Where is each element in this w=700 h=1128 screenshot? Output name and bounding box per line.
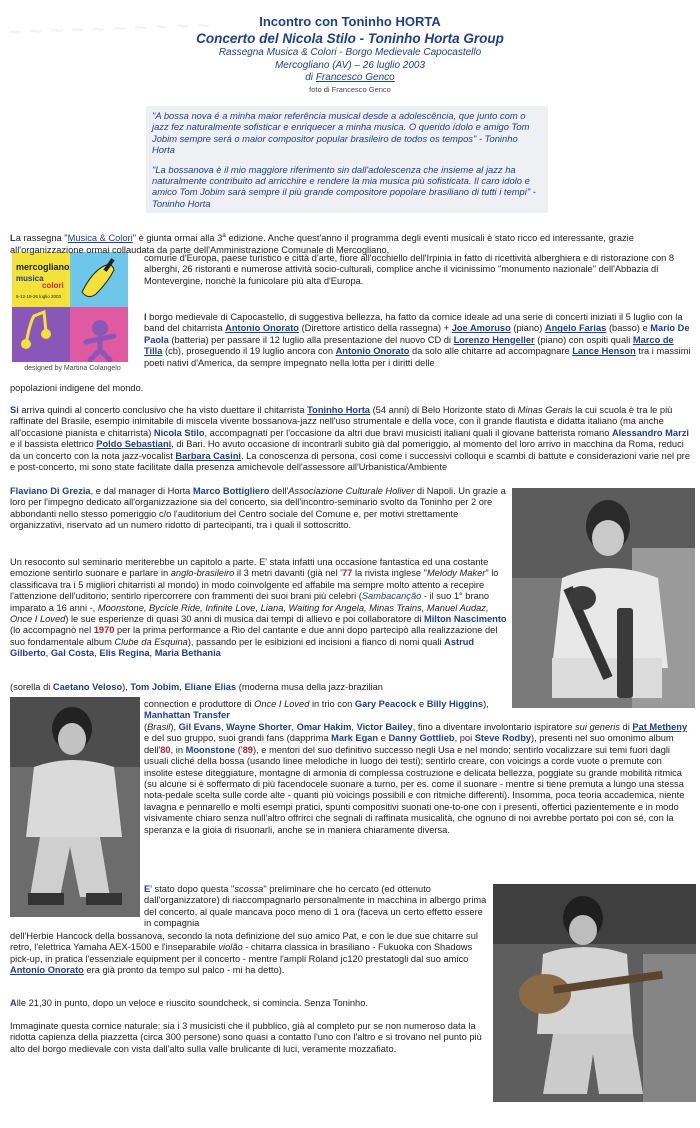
name: Victor Bailey <box>356 722 413 732</box>
paragraph-2: I borgo medievale di Capocastello, di suggestiva bellezza, ha fatto da cornice ideale ad una serie di concerti iniziati il 5 luglio con la band del chitarrista Antonio Onorato (Direttore artistico della rassegna) + Joe Amoruso (piano) Angelo Farias (basso) e Mario De Paola (batteria) per passare il 12 luglio alla presentazione del nuovo CD di Lorenzo Hengeller (piano) con ospiti quali Marco de Tilla (cb), proseguendo il 19 luglio ancora con Antonio Onorato da solo alle chitarre ad accompagnare Lance Henson tra i massimi poeti nativi d'America, da sempre impegnato nella lotta per i diritti delle <box>144 312 691 368</box>
name: Gil Evans <box>178 722 221 732</box>
name: Moonstone <box>185 744 236 755</box>
paragraph-1-intro: La rassegna "Musica & Colori" è giunta ormai alla 3$^a$ edizione. Anche quest'anno il programma degli eventi musicali è stato ricco ed interessante, grazie all'organizzazione ormai collaudata da parte dell'Amministrazione Comunale di Mercogliano, <box>10 232 634 255</box>
name-link[interactable]: Antonio Onorato <box>10 965 84 976</box>
name: Maria Bethania <box>154 648 221 659</box>
name: Gal Costa <box>50 648 95 659</box>
paragraph-4-line: (sorella di Caetano Veloso), Tom Jobim, Eliane Elias (moderna musa della jazz-brazilian <box>10 682 383 692</box>
name: Astrud Gilberto <box>10 636 475 659</box>
name-link[interactable]: Antonio Onorato <box>335 346 410 357</box>
paragraph-6: Alle 21,30 in punto, dopo un veloce e riuscito soundcheck, si comincia. Senza Toninho. <box>10 998 368 1008</box>
name: Elis Regina <box>99 648 150 659</box>
paragraph-2-tail: popolazioni indigene del mondo. <box>10 383 144 393</box>
paragraph-1-body: comune d'Europa, paese turistico e città d'arte, fiore all'occhiello dell'Irpinia in fatto di ricettività alberghiera e di ristorazione con 8 alberghi, 26 ristoranti e numerose attività socio-culturali, complice anche il vicinissimo "monumento nazionale" dell'Abbazia di Montevergine, nonchè la funicolare più alta d'Europa. <box>144 253 675 286</box>
name: Mark Egan <box>331 733 379 744</box>
name: Danny Gottlieb <box>388 733 455 744</box>
name-link[interactable]: Pat Metheny <box>632 722 688 732</box>
name: Nicola Stilo <box>153 427 205 438</box>
paragraph-4: Un resoconto sul seminario meriterebbe un capitolo a parte. E' stata infatti una occasione fantastica ed una costante emozione sentirlo suonare e parlare in anglo-brasileiro il 3 metri davanti (già nel '77 la rivista inglese "Melody Maker" lo classificava tra i 5 migliori chitarristi al mondo) in modo coinvolgente ed affabile ma sempre molto attento a recepire l'attenzione dell'uditorio; sentirlo ripercorrere con frammenti dei suoi brani più celebri (Sambacanção - il suo 1° brano imparato a 16 anni -, Moonstone, Bycicle Ride, Infinite Love, Liana, Waiting for Angela, Minas Trains, Manuel Audaz, Once I Loved) le sue esperienze di quasi 30 anni di musica dai tempi di allievo e poi collaboratore di Milton Nascimento (lo accompagnò nel 1970 per la prima performance a Rio del cantante e due anni dopo partecipò alla realizzazione del suo fondamentale album Clube da Esquina), passando per le esibizioni ed incisioni a fianco di nomi quali Astrud Gilberto, Gal Costa, Elis Regina, Maria Bethania <box>10 557 507 659</box>
name: Marco Bottigliero <box>192 486 270 496</box>
author-link[interactable]: Francesco Genco <box>315 72 395 83</box>
name: Eliane Elias <box>184 682 237 692</box>
name: Steve Rodby <box>474 733 532 744</box>
author-line: di Francesco Genco <box>305 72 395 83</box>
name: Milton Nascimento <box>423 614 507 625</box>
paragraph-3: Si arriva quindi al concerto conclusivo che ha visto duettare il chitarrista Toninho Horta (54 anni) di Belo Horizonte stato di Minas Gerais la cui scuola è tra le più raffinate del Brasile, esempio inimitabile di miscela vivente bossanova-jazz nell'uso strumentale e della voce, con il grande flautista e didatta italiano (ma anche all'occasione pianista e chitarrista) Nicola Stilo, accompagnati per l'occasione da altri due bravi musicisti italiani quali il giovane batterista romano Alessandro Marzi e il bassista elettrico Poldo Sebastiani, di Bari. Ho avuto occasione di incontrarli subito già dal pomeriggio, al momento del loro arrivo in macchina da Roma, reduci da un concerto con la nota jazz-vocalist Barbara Casini. La conoscenza di persona, così come i successivi colloqui e scambi di battute e considerazioni varie nel pre e post-concerto, mi sono state facilitate dalla presenza amichevole dell'assessore all'Urbanistica/Ambiente <box>10 405 691 473</box>
event-date: Mercogliano (AV) – 26 luglio 2003 <box>274 59 426 71</box>
paragraph-4-body: (Brasil), Gil Evans, Wayne Shorter, Omar Hakim, Victor Bailey, fino a diventare involontario ispiratore sui generis di Pat Metheny e del suo gruppo, suoi grandi fans (dapprima Mark Egan e Danny Gottlieb, poi Steve Rodby), presenti nel suo omonimo album dell'80, in Moonstone ('89), e mentori del suo definitivo successo negli Usa e nel mondo; sentirlo vocalizzare sui temi fuori dagli usuali cliché della bossa (usando linee melodiche in luogo dei testi); sentirlo creare, con voicings a corde vuote o premute con insolite estese diteggiature, montagne di armonia di complessa costruzione e delicata bellezza, poggiate su grande mobilità ritmica (su alcune si è soffermato di più facendocele suonare a turno, per es. come il suonare - mentre si tiene premuta a lungo una stessa nota-pedale scelta sulle corde alte - quanti più voicings possibili e con ritmiche differenti). Insomma, poca teoria accademica, niente lavagna e pennarello e molti esempi pratici, spunti compositivi suonati one-to-one con i presenti, offertici pazientemente e in modo visivamente chiaro senza null'altro offrirci che segnali di raffinata musicalità, che ognuno di noi avrebbe portato poi con sé, con la speranza e la gioia di risuonarli, anche se in maniera chiaramente diversa. <box>144 722 688 835</box>
name-link[interactable]: Lance Henson <box>572 346 636 357</box>
name: Flaviano Di Grezia <box>10 486 91 496</box>
photo-credit: foto di Francesco Genco <box>309 84 391 94</box>
name: Manhattan Transfer <box>144 710 230 721</box>
name: Omar Hakim <box>296 722 352 732</box>
paragraph-3-continued: Flaviano Di Grezia, e dal manager di Horta Marco Bottigliero dell'Associazione Culturale Holiver di Napoli. Un grazie a loro per l'impegno dedicato all'organizzazione sia del concerto, sia dell'incontro-seminario svolto da Toninho per 2 ore abbondanti nello stesso pomeriggio c/o l'auditorium del Centro sociale del Comune e, per motivi strettamente organizzativi, riservato ad un numero ridotto di partecipanti, tra i quali il sottoscritto. <box>10 486 506 531</box>
background-texture: ~ ~ ~ ~ ~ ~ ~ ~ ~ ~ <box>7 12 211 45</box>
page-title: Incontro con Toninho HORTA <box>259 14 441 29</box>
name: Mario De Paola <box>144 323 690 345</box>
paragraph-7: Immaginate questa cornice naturale: sia i 3 musicisti che il pubblico, già al completo pur se non numeroso data la ridotta capienza della piazzetta (circa 300 persone) sono quasi a contatto l'uno con l'altro e si trovano nel punto più alto del borgo medievale con vista dall'alto sulla valle brulicante di luci, veramente mozzafiato. <box>10 1021 482 1054</box>
name: Billy Higgins <box>426 699 484 709</box>
page-subtitle: Concerto del Nicola Stilo - Toninho Horta Group <box>196 31 504 46</box>
paragraph-4-continued: connection e produttore di Once I Loved in trio con Gary Peacock e Billy Higgins), Manhattan Transfer <box>144 699 489 721</box>
name: Gary Peacock <box>354 699 417 709</box>
poster-line-3: colori <box>42 281 64 290</box>
name-link[interactable]: Marco de Tilla <box>144 334 674 357</box>
paragraph-5-continued: dell'Herbie Hancock della bossanova, secondo la nota definizione del suo amico Pat, e con le due sue chitarre sul retro, l'elettrica Yamaha AEX-1500 e l'inseparabile violão - chitarra classica in brasiliano - Fukuoka con Shadows pick-up, in pratica l'essenziale equipment per il concerto - mentre l'ampli Roland jc120 prestatogli dal suo amico Antonio Onorato era già pronto da tempo sul palco - mi ha detto). <box>10 931 478 976</box>
poster-caption: designed by Martina Colangelo <box>24 365 121 372</box>
photo-horta-seminar <box>512 488 695 708</box>
name: Tom Jobim <box>130 682 180 692</box>
paragraph-5: E' stato dopo questa "scossa" preliminare che ho cercato (ed ottenuto dall'organizzatore) di riaccompagnarlo personalmente in macchina in albergo prima del concerto, al quale mancava poco meno di 1 ora (faceva un certo effetto essere in compagnia <box>144 884 487 929</box>
quote-box <box>146 106 548 213</box>
name-link[interactable]: Barbara Casini <box>175 450 241 461</box>
name: Alessandro Marzi <box>611 427 689 438</box>
festival-poster-image <box>12 252 128 362</box>
name-link[interactable]: Lorenzo Hengeller <box>453 334 535 345</box>
photo-horta-portrait <box>10 697 140 917</box>
photo-horta-concert <box>493 884 696 1102</box>
poster-line-2: musica <box>16 274 44 283</box>
name-link[interactable]: Angelo Farias <box>544 323 607 334</box>
name-link[interactable]: Joe Amoruso <box>451 323 511 334</box>
name: Wayne Shorter <box>226 722 292 732</box>
poster-dates: 5-12-19-26 luglio 2003 <box>16 294 62 299</box>
musica-colori-link[interactable]: Musica & Colori <box>67 233 133 244</box>
poster-line-1: mercogliano <box>16 262 70 272</box>
event-line: Rassegna Musica & Colori - Borgo Medievale Capocastello <box>218 47 482 58</box>
name-link[interactable]: Toninho Horta <box>307 405 370 415</box>
quote-portuguese: "A bossa nova é a minha maior referência musical desde a adolescência, que junto com o jazz fez naturalmente sofisticar e enriquecer a minha musica. O querido ídolo e amigo Tom Jobim sempre será o maior compositor popular brasileiro de todos os tempos" - Toninho Horta <box>152 110 530 156</box>
quote-italian: "La bossanova è il mio maggiore riferimento sin dall'adolescenza che insieme al jazz ha naturalmente contribuito ad arricchire e rendere la mia musica più sofisticata. Il caro idolo e amico Tom Jobim sarà sempre il più grande compositore popolare brasiliano di tutti i tempi" - Toninho Horta <box>152 163 536 209</box>
name-link[interactable]: Antonio Onorato <box>225 323 299 334</box>
name-link[interactable]: Poldo Sebastiani <box>96 439 172 450</box>
article-header <box>0 14 700 94</box>
name: Caetano Veloso <box>52 682 123 692</box>
